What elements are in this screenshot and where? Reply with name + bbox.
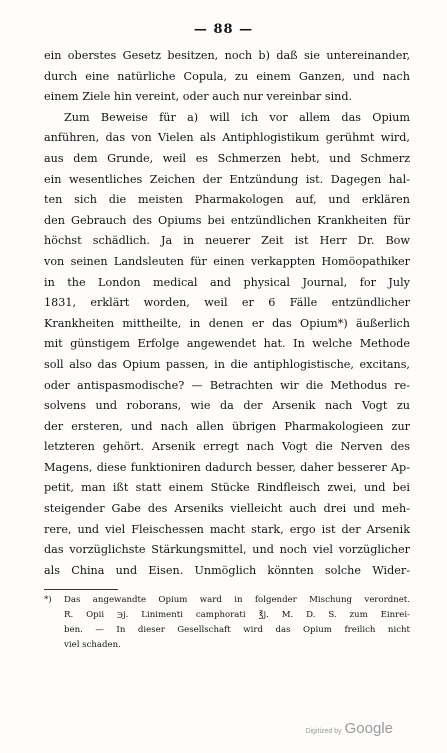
- text-line: petit, man ißt statt einem Stücke Rindfleisch zwei, und bei: [44, 481, 410, 495]
- text-line: Magens, diese funktioniren dadurch besser, daher besserer Ap-: [44, 460, 410, 474]
- text-line: oder antispasmodische? — Betrachten wir die Methodus re-: [44, 378, 410, 392]
- text-line: rere, und viel Fleischessen macht stark, ergo ist der Arsenik: [44, 522, 410, 536]
- footnote-line: ben. — In dieser Gesellschaft wird das Opium freilich nicht: [64, 625, 410, 635]
- footnote-line: *) Das angewandte Opium ward in folgender Mischung verordnet.: [44, 595, 410, 605]
- text-line: 1831, erklärt worden, weil er 6 Fälle entzündlicher: [44, 296, 410, 310]
- text-line: Zum Beweise für a) will ich vor allem das Opium: [64, 110, 410, 124]
- footnote-divider: [44, 589, 118, 590]
- text-line: solvens und roborans, wie da der Arsenik nach Vogt zu: [44, 399, 410, 413]
- body-text: [44, 46, 410, 581]
- watermark-prefix: Digitized by: [305, 728, 342, 735]
- text-line: höchst schädlich. Ja in neuerer Zeit ist Herr Dr. Bow: [44, 234, 410, 248]
- text-line: von seinen Landsleuten für einen verkappten Homöopathiker: [44, 254, 410, 268]
- text-line: aus dem Grunde, weil es Schmerzen hebt, und Schmerz: [44, 151, 410, 165]
- text-line: steigender Gabe des Arseniks vielleicht auch drei und meh-: [44, 502, 410, 516]
- text-line: einem Ziele hin vereint, oder auch nur vereinbar sind.: [44, 90, 353, 104]
- text-line: als China und Eisen. Unmöglich könnten solche Wider-: [44, 563, 410, 577]
- text-line: ein oberstes Gesetz besitzen, noch b) daß sie untereinander,: [44, 49, 410, 62]
- text-line: Krankheiten mittheilte, in denen er das Opium*) äußerlich: [44, 316, 410, 330]
- google-logo: Google: [344, 720, 393, 737]
- text-line: mit günstigem Erfolge angewendet hat. In welche Methode: [44, 337, 410, 351]
- footnote-line: R. Opii ℈j. Linimenti camphorati ℥j. M. D. S. zum Einrei-: [64, 610, 410, 620]
- text-line: ein wesentliches Zeichen der Entzündung ist. Dagegen hal-: [44, 172, 410, 186]
- text-line: der ersteren, und nach allen übrigen Pharmakologieen zur: [44, 419, 410, 433]
- text-line: letzteren gehört. Arsenik erregt nach Vogt die Nerven des: [44, 440, 410, 454]
- text-line: durch eine natürliche Copula, zu einem Ganzen, und nach: [44, 69, 410, 83]
- text-line: in the London medical and physical Journal, for July: [44, 275, 410, 289]
- text-line: soll also das Opium passen, in die antiphlogistische, excitans,: [44, 357, 410, 371]
- page-number: — 88 —: [193, 22, 254, 37]
- text-line: ten sich die meisten Pharmakologen auf, und erklären: [44, 193, 410, 207]
- footnote-line: viel schaden.: [64, 640, 121, 650]
- digitized-by-google-watermark: [305, 720, 393, 737]
- text-line: den Gebrauch des Opiums bei entzündlichen Krankheiten für: [44, 213, 410, 227]
- text-line: das vorzüglichste Stärkungsmittel, und noch viel vorzüglicher: [44, 543, 410, 557]
- text-line: anführen, das von Vielen als Antiphlogistikum gerühmt wird,: [44, 131, 410, 145]
- footnote: [44, 593, 410, 653]
